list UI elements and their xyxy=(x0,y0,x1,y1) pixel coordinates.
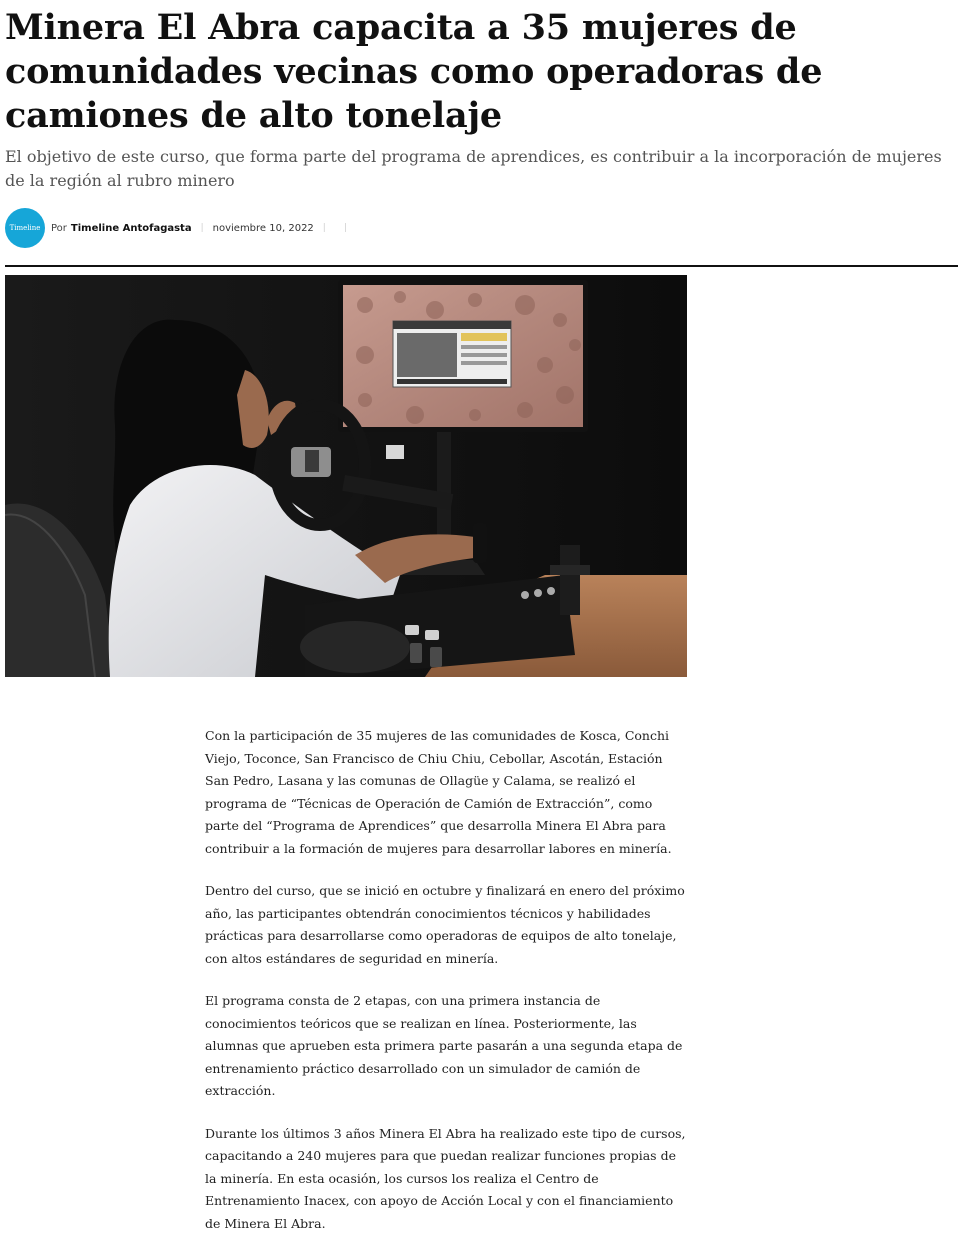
byline-separator: | xyxy=(200,223,204,233)
article-title: Minera El Abra capacita a 35 mujeres de comunidades vecinas como operadoras de camiones de alto tonelaje xyxy=(5,7,823,136)
article-paragraph-4: Durante los últimos 3 años Minera El Abra ha realizado este tipo de cursos, capacitando a 240 mujeres para que puedan realizar funciones propias de la minería. En esta ocasión, los cursos los realiza el Centro de Entrenamiento Inacex, con apoyo de Acción Local y con el financiamiento de Minera El Abra. xyxy=(205,1125,686,1231)
header-divider xyxy=(5,265,958,267)
article-subtitle: El objetivo de este curso, que forma parte del programa de aprendices, es contribuir a la incorporación de mujeres de la región al rubro minero xyxy=(5,147,942,190)
article-byline xyxy=(5,208,356,248)
byline-separator-2: | xyxy=(322,223,326,233)
featured-image xyxy=(5,275,687,677)
author-avatar[interactable] xyxy=(5,208,45,248)
byline-separator-3: | xyxy=(343,223,347,233)
publish-date: noviembre 10, 2022 xyxy=(212,222,314,234)
article-body xyxy=(205,725,687,1255)
byline-prefix: Por xyxy=(51,222,67,234)
article-paragraph-2: Dentro del curso, que se inició en octubre y finalizará en enero del próximo año, las participantes obtendrán conocimientos técnicos y habilidades prácticas para desarrollarse como operadoras de equipos de alto tonelaje, con altos estándares de seguridad en minería. xyxy=(205,883,685,966)
article-paragraph-3: El programa consta de 2 etapas, con una primera instancia de conocimientos teóricos que se realizan en línea. Posteriormente, las alumnas que aprueben esta primera parte pasarán a una segunda etapa de entrenamiento práctico desarrollado con un simulador de camión de extracción. xyxy=(205,993,683,1098)
author-link[interactable]: Timeline Antofagasta xyxy=(70,222,192,234)
article-paragraph-1: Con la participación de 35 mujeres de las comunidades de Kosca, Conchi Viejo, Toconce, San Francisco de Chiu Chiu, Cebollar, Ascotán, Estación San Pedro, Lasana y las comunas de Ollagüe y Calama, se realizó el programa de “Técnicas de Operación de Camión de Extracción”, como parte del “Programa de Aprendices” que desarrolla Minera El Abra para contribuir a la formación de mujeres para desarrollar labores en minería. xyxy=(205,728,672,856)
author-avatar-text: Timeline xyxy=(9,224,41,232)
